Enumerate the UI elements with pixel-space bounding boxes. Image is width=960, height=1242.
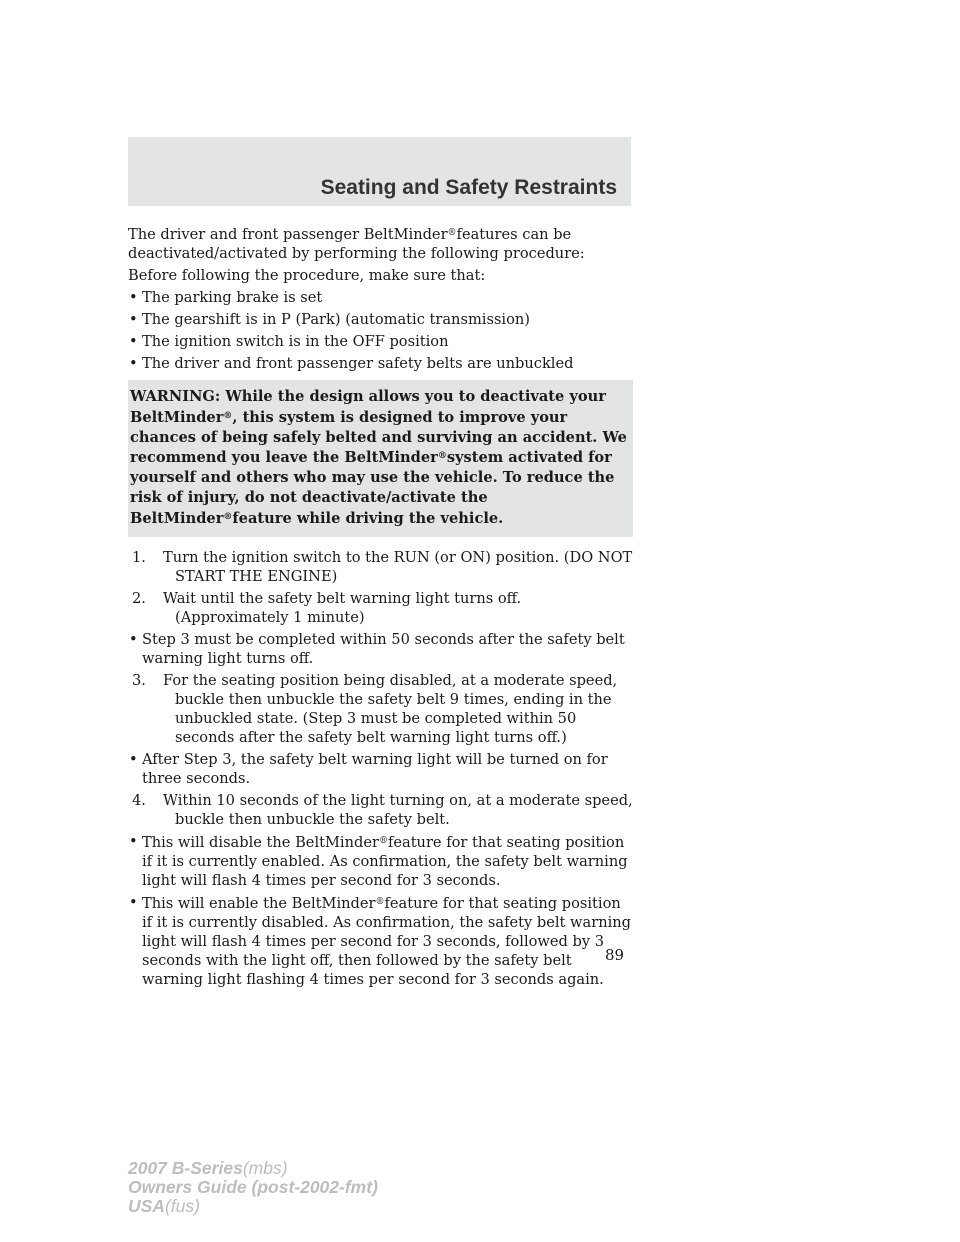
procedure-step-3: 3. For the seating position being disabled, at a moderate speed, buckle then unbuckle the safety belt 9 times, ending in the unbuckled state. (Step 3 must be completed within 50 seconds after the safety belt warning light turns off.): [132, 671, 618, 746]
procedure-step-4: 4. Within 10 seconds of the light turning on, at a moderate speed, buckle then unbuckle the safety belt.: [132, 791, 633, 828]
procedure-note: • After Step 3, the safety belt warning light will be turned on for three seconds.: [129, 750, 608, 787]
footer-line-2: Owners Guide (post-2002-fmt): [128, 1177, 378, 1197]
warning-box: WARNING: While the design allows you to deactivate your BeltMinder®, this system is designed to improve your chances of being safely belted and surviving an accident. We recommend you leave the BeltMinder®system activated for yourself and others who may use the vehicle. To reduce the risk of injury, do not deactivate/activate the BeltMinder®feature while driving the vehicle.: [128, 380, 633, 537]
procedure-note: • This will disable the BeltMinder®feature for that seating position if it is currently enabled. As confirmation, the safety belt warning light will flash 4 times per second for 3 seconds.: [129, 832, 628, 889]
footer-line-3: USA(fus): [128, 1196, 200, 1216]
bullet-icon: •: [129, 355, 138, 372]
registered-mark: ®: [447, 228, 457, 238]
page-content: [128, 224, 633, 992]
registered-mark: ®: [223, 410, 233, 421]
footer-line-1: 2007 B-Series(mbs): [128, 1158, 288, 1178]
document-footer: [128, 1159, 378, 1216]
procedure-note: • This will enable the BeltMinder®feature for that seating position if it is currently disabled. As confirmation, the safety belt warning light will flash 4 times per second for 3 seconds, followed by 3 seconds with the light off, then followed by the safety belt warning light flashing 4 times per second for 3 seconds again.: [129, 893, 632, 988]
registered-mark: ®: [375, 896, 385, 907]
procedure-step-1: 1. Turn the ignition switch to the RUN (or ON) position. (DO NOT START THE ENGINE): [132, 548, 633, 585]
intro-paragraph: The driver and front passenger BeltMinder®features can be deactivated/activated by performing the following procedure:: [128, 226, 585, 262]
bullet-icon: •: [129, 630, 138, 648]
prerequisite-intro: Before following the procedure, make sure that:: [128, 267, 486, 284]
section-header-band: [128, 137, 631, 206]
registered-mark: ®: [378, 835, 388, 846]
procedure-step-2: 2. Wait until the safety belt warning light turns off. (Approximately 1 minute): [132, 589, 522, 626]
page-number: 89: [605, 946, 625, 964]
step-number: 1.: [132, 548, 146, 566]
prerequisite-item: • The driver and front passenger safety belts are unbuckled: [129, 355, 574, 372]
bullet-icon: •: [129, 333, 138, 350]
registered-mark: ®: [437, 451, 447, 462]
bullet-icon: •: [129, 311, 138, 328]
bullet-icon: •: [129, 893, 138, 911]
prerequisite-item: • The parking brake is set: [129, 289, 323, 306]
step-number: 3.: [132, 671, 146, 689]
registered-mark: ®: [223, 511, 233, 522]
procedure-note: • Step 3 must be completed within 50 seconds after the safety belt warning light turns off.: [129, 630, 625, 667]
prerequisite-item: • The ignition switch is in the OFF position: [129, 333, 449, 350]
section-title: Seating and Safety Restraints: [320, 176, 617, 199]
step-number: 4.: [132, 791, 146, 809]
bullet-icon: •: [129, 750, 138, 768]
step-number: 2.: [132, 589, 146, 607]
bullet-icon: •: [129, 289, 138, 306]
bullet-icon: •: [129, 832, 138, 850]
prerequisite-item: • The gearshift is in P (Park) (automatic transmission): [129, 311, 530, 328]
